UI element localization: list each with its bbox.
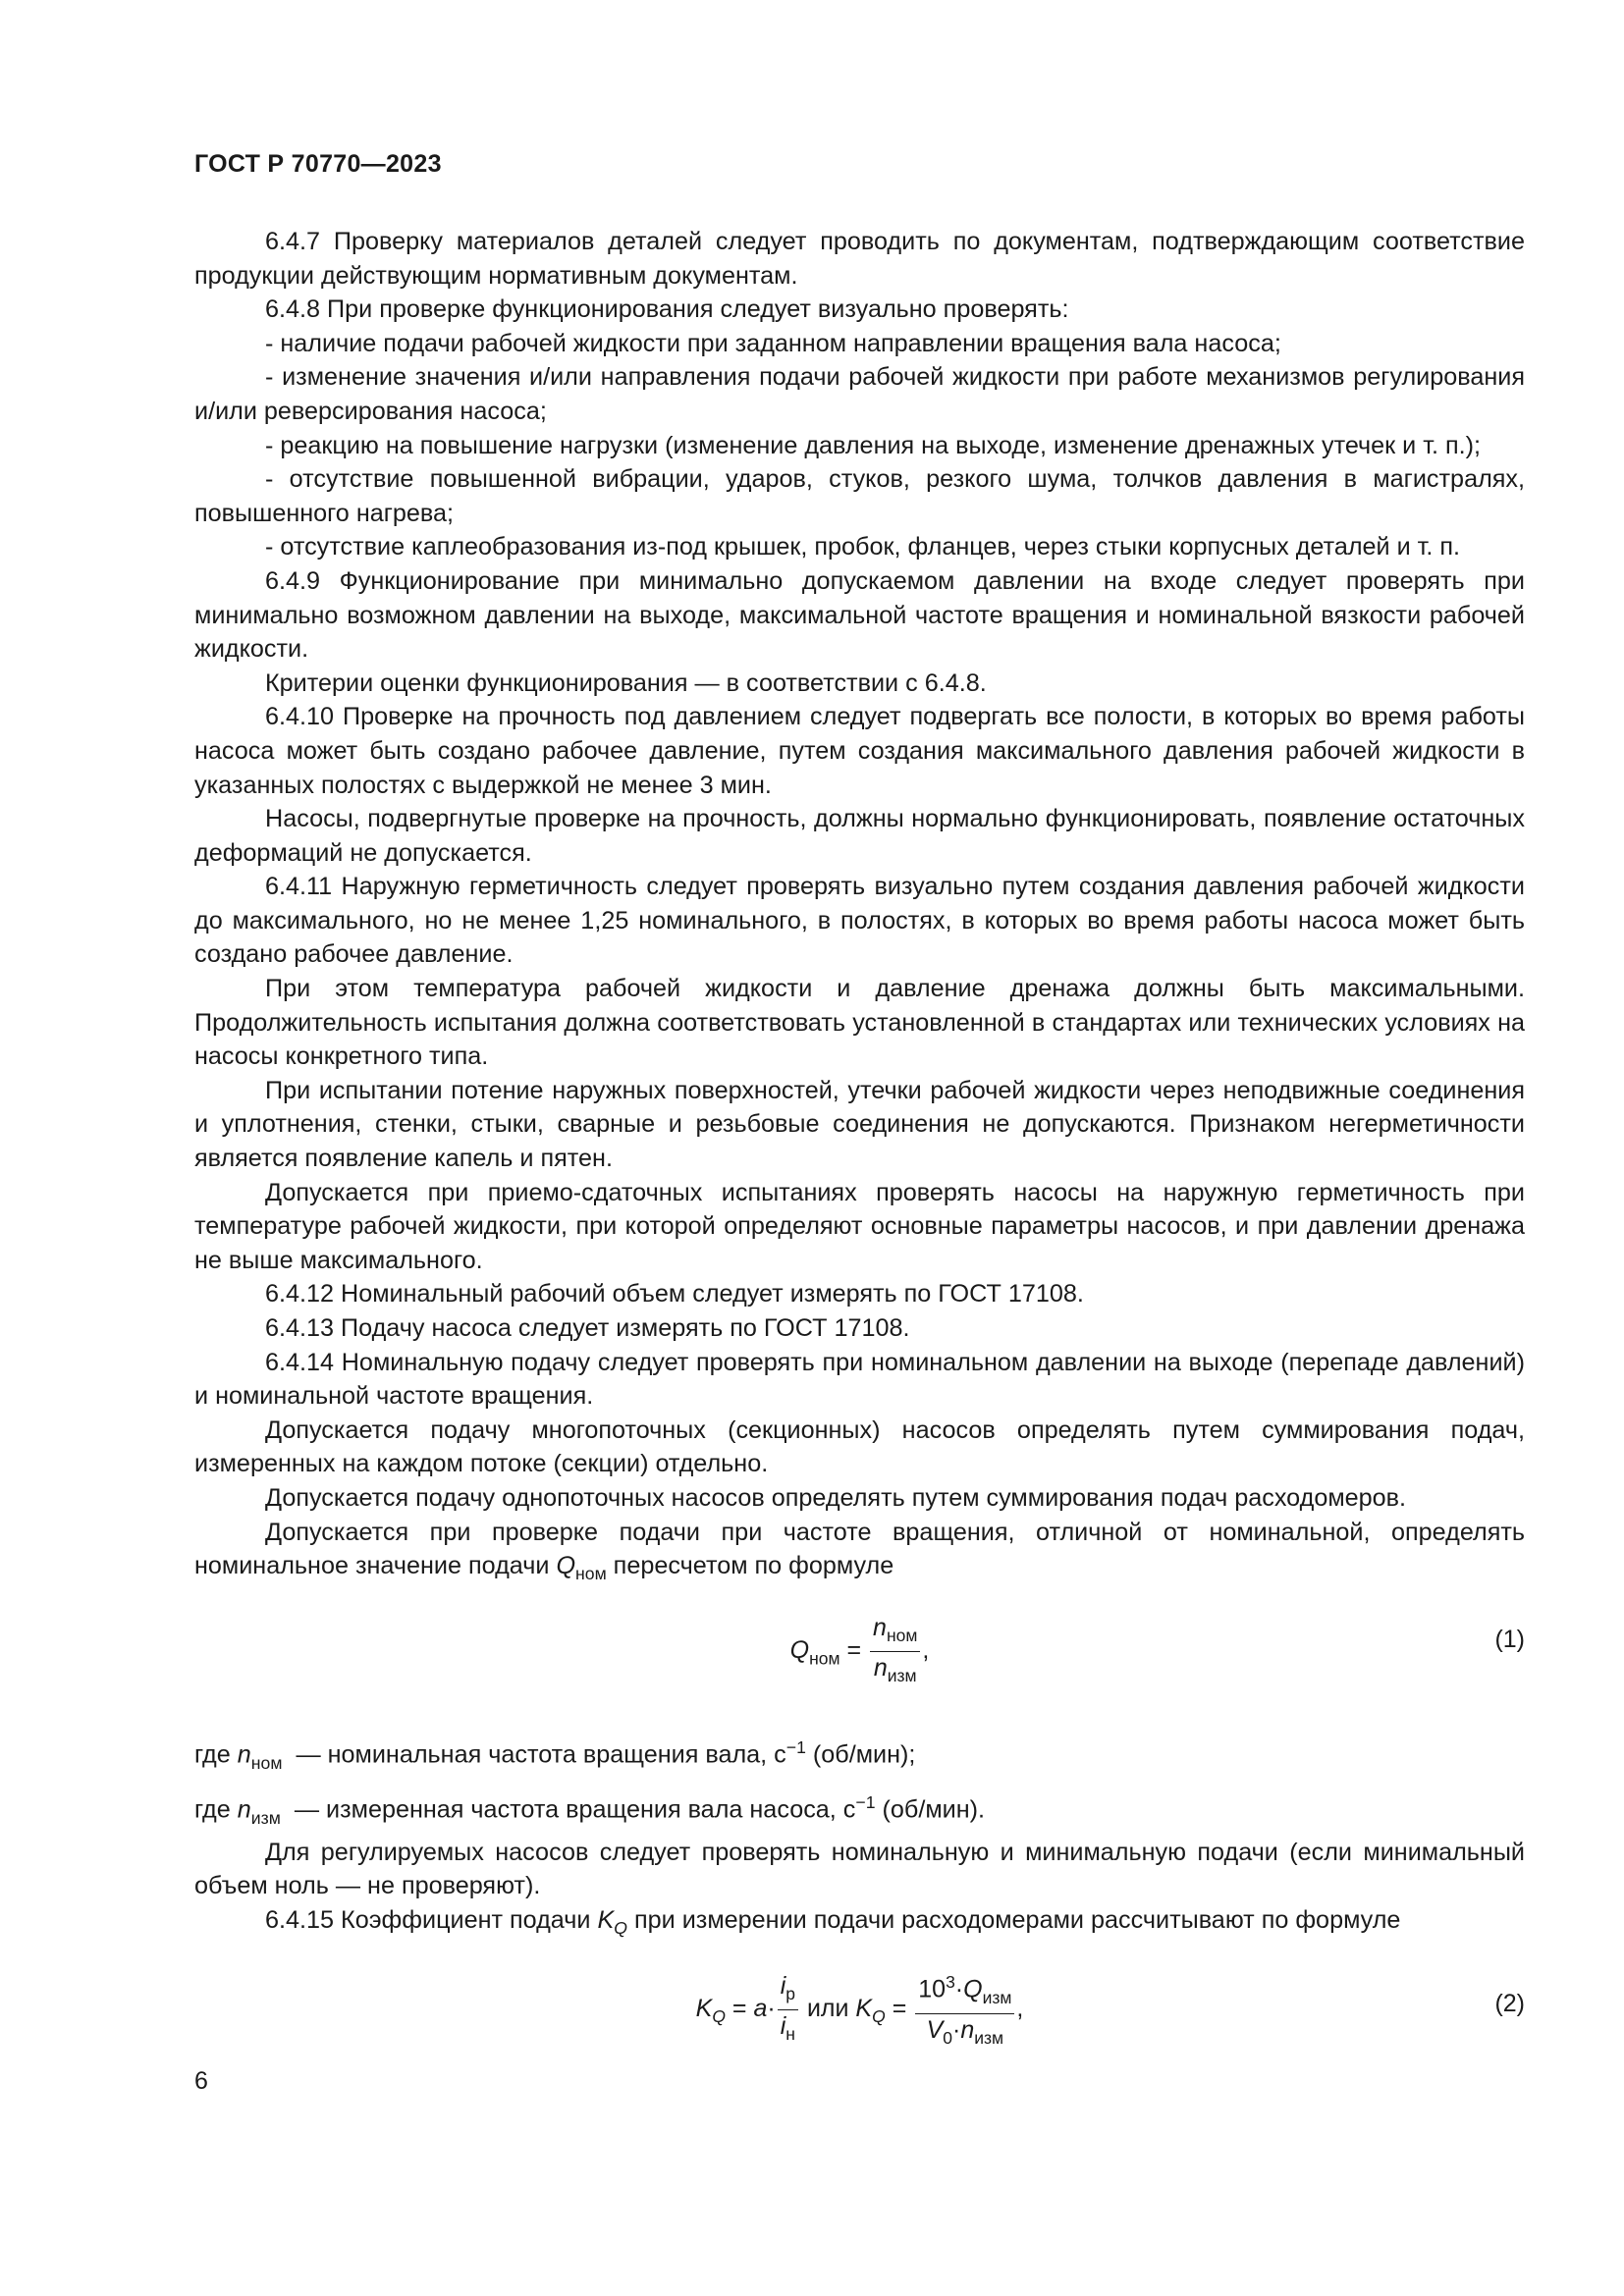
q-subscript: ном [575, 1564, 607, 1584]
formula-1-den: n [873, 1654, 888, 1682]
paragraph: - отсутствие каплеобразования из-под крышек, пробок, фланцев, через стыки корпусных деталей и т. п. [265, 533, 1461, 561]
formula-2-eq2: = [892, 1994, 907, 2022]
formula-2-dot: · [767, 1994, 776, 2022]
formula-1 [194, 1605, 1525, 1715]
formula-2-k2-sub: Q [872, 2005, 886, 2026]
paragraph: 6.4.8 При проверке функционирования следует визуально проверять: [265, 295, 1069, 324]
formula-2-n-sub: изм [974, 2027, 1004, 2048]
where-line-1 [194, 1731, 1525, 1780]
where-1-sup: −1 [785, 1736, 806, 1757]
p6415-after: при измерении подачи расходомерами рассчитывают по формуле [634, 1906, 1401, 1935]
paragraph-q-nom-tail: пересчетом по формуле [606, 1552, 894, 1580]
paragraph: При этом температура рабочей жидкости и давление дренажа должны быть максимальными. Продолжительность испытания должна соответствовать установленной в стандартах или технических условиях на насосы конкретного типа. [194, 975, 1525, 1071]
where-1-unit: (об/мин); [805, 1740, 916, 1769]
paragraph-q-nom [194, 1516, 1525, 1591]
paragraph: 6.4.12 Номинальный рабочий объем следует измерять по ГОСТ 17108. [265, 1280, 1084, 1308]
where-line-2 [194, 1786, 1525, 1835]
formula-2-q-sub: изм [982, 1987, 1012, 2007]
where-2-sup: −1 [855, 1792, 876, 1813]
p6415-symbol: K [597, 1906, 615, 1935]
paragraph: 6.4.10 Проверке на прочность под давлением следует подвергать все полости, в которых во время работы насоса может быть создано рабочее давление, путем создания максимального давления рабочей жидкости в указанных полостях с выдержкой не менее 3 мин. [194, 703, 1525, 799]
paragraph: Допускается при приемо-сдаточных испытаниях проверять насосы на наружную герметичность при температуре рабочей жидкости, при которой определяют основные параметры насосов, и при давлении дренажа не выше максимального. [194, 1178, 1525, 1274]
where-1-text: — номинальная частота вращения вала, с [296, 1740, 786, 1769]
formula-1-lhs: Q [789, 1636, 810, 1665]
formula-2-expression [194, 1967, 1525, 2053]
formula-1-num: n [873, 1613, 887, 1641]
formula-2-q: Q [963, 1975, 983, 2003]
formula-2-fraction-b [915, 1967, 1014, 2053]
paragraph-regulated: Для регулируемых насосов следует проверять номинальную и минимальную подачи (если минимальный объем ноль — не проверяют). [194, 1838, 1525, 1900]
formula-2-ten: 10 [918, 1975, 947, 2003]
formula-2-tail: , [1016, 1994, 1024, 2022]
formula-1-lhs-sub: ном [809, 1648, 840, 1669]
where-2-sub: изм [250, 1808, 281, 1829]
p6415-before: 6.4.15 Коэффициент подачи [265, 1906, 591, 1935]
formula-2-ip: i [780, 1971, 786, 2000]
formula-2-v: V [926, 2015, 944, 2044]
formula-2-k: K [695, 1994, 713, 2022]
where-1-sub: ном [250, 1752, 283, 1773]
paragraph-q-nom-text: Допускается при проверке подачи при частоте вращения, отличной от номинальной, определять номинальное значение подачи [194, 1518, 1525, 1580]
formula-2-ip-sub: р [785, 1983, 795, 2003]
formula-1-den-sub: изм [887, 1666, 917, 1686]
paragraph: 6.4.7 Проверку материалов деталей следует проводить по документам, подтверждающим соответствие продукции действующим нормативным документам. [194, 228, 1525, 290]
paragraph: 6.4.14 Номинальную подачу следует проверять при номинальном давлении на выходе (перепаде давлений) и номинальной частоте вращения. [194, 1348, 1525, 1411]
formula-2-eq: = [731, 1994, 747, 2022]
where-1-lead: где [194, 1740, 231, 1769]
q-symbol: Q [556, 1552, 576, 1580]
paragraph-group-a [194, 225, 1525, 1516]
formula-2-k2: K [855, 1994, 873, 2022]
paragraph: - наличие подачи рабочей жидкости при заданном направлении вращения вала насоса; [265, 329, 1281, 357]
formula-1-num-sub: ном [886, 1626, 918, 1646]
paragraph: - отсутствие повышенной вибрации, ударов, стуков, резкого шума, толчков давления в магистралях, повышенного нагрева; [194, 465, 1525, 527]
where-2-lead: где [194, 1796, 231, 1825]
formula-2-a: a [753, 1994, 768, 2022]
where-2-unit: (об/мин). [875, 1796, 986, 1825]
paragraph: 6.4.11 Наружную герметичность следует проверять визуально путем создания давления рабочей жидкости до максимального, но не менее 1,25 номинального, в полостях, в которых во время работы насоса может быть создано рабочее давление. [194, 873, 1525, 969]
formula-2-fraction-a [778, 1971, 798, 2049]
standard-header: ГОСТ Р 70770—2023 [194, 150, 442, 178]
paragraph: 6.4.9 Функционирование при минимально допускаемом давлении на входе следует проверять при минимально возможном давлении на выходе, максимальной частоте вращения и номинальной вязкости рабочей жидкости. [194, 566, 1525, 664]
formula-2-dot3: · [952, 2015, 961, 2044]
p6415-sub: Q [614, 1918, 627, 1939]
paragraph: - изменение значения и/или направления подачи рабочей жидкости при работе механизмов регулирования и/или реверсирования насоса; [194, 363, 1525, 425]
formula-2-in: i [780, 2011, 786, 2040]
formula-2-k-sub: Q [712, 2005, 726, 2026]
paragraph: 6.4.13 Подачу насоса следует измерять по ГОСТ 17108. [265, 1314, 910, 1342]
formula-2-n: n [960, 2015, 975, 2044]
formula-1-tail: , [922, 1636, 930, 1665]
page-number: 6 [194, 2067, 208, 2095]
formula-2-v-sub: 0 [943, 2027, 952, 2048]
formula-2-ten-sup: 3 [946, 1971, 955, 1992]
formula-1-fraction [870, 1613, 920, 1690]
where-2-text: — измеренная частота вращения вала насоса, с [294, 1796, 856, 1825]
formula-1-expression [194, 1613, 1525, 1690]
where-1-symbol: n [237, 1740, 251, 1769]
body-text [194, 225, 1525, 2085]
formula-2-in-sub: н [785, 2023, 795, 2044]
paragraph: Допускается подачу однопоточных насосов определять путем суммирования подач расходомеров. [265, 1483, 1407, 1512]
formula-1-number: (1) [1494, 1625, 1525, 1653]
paragraph-6-4-15 [194, 1903, 1525, 1946]
formula-1-eq: = [846, 1636, 862, 1665]
paragraph: Насосы, подвергнутые проверке на прочность, должны нормально функционировать, появление остаточных деформаций не допускается. [194, 805, 1525, 867]
paragraph: При испытании потение наружных поверхностей, утечки рабочей жидкости через неподвижные соединения и уплотнения, стенки, стыки, сварные и резьбовые соединения не допускаются. Признаком негерметичности является появление капель и пятен. [194, 1076, 1525, 1173]
paragraph: Допускается подачу многопоточных (секционных) насосов определять путем суммирования подач, измеренных на каждом потоке (секции) отдельно. [194, 1415, 1525, 1478]
formula-2-number: (2) [1494, 1989, 1525, 2017]
paragraph: - реакцию на повышение нагрузки (изменение давления на выходе, изменение дренажных утечек и т. п.); [265, 431, 1481, 459]
formula-2-dot2: · [954, 1975, 964, 2003]
formula-2-or: или [806, 1994, 849, 2022]
where-2-symbol: n [237, 1796, 251, 1825]
paragraph: Критерии оценки функционирования — в соответствии с 6.4.8. [265, 668, 987, 697]
formula-2 [194, 1959, 1525, 2069]
